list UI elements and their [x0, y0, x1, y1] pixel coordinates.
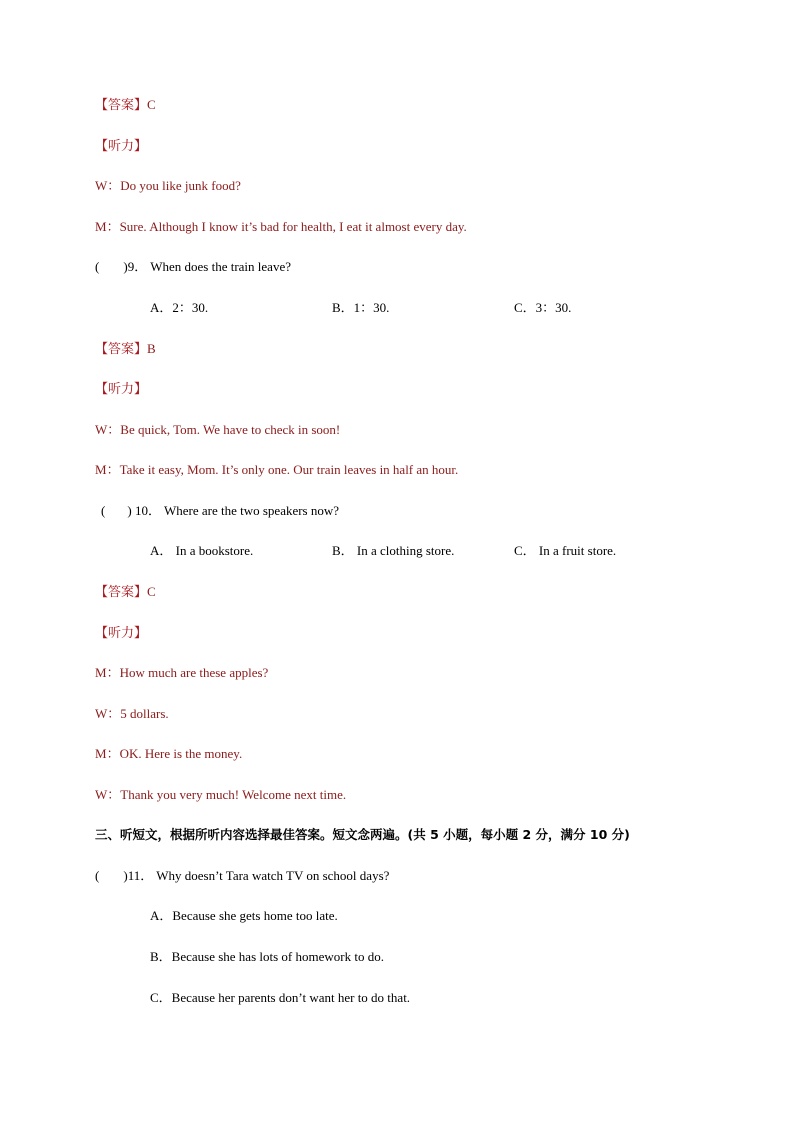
speaker-sep: ： — [107, 788, 121, 803]
listening-line-q10 — [95, 625, 147, 641]
question-q11 — [95, 868, 389, 884]
listening-tag: 【听力】 — [95, 626, 148, 641]
option-text: 3：30. — [535, 300, 572, 315]
question-text: Why doesn’t Tara watch TV on school days? — [156, 868, 390, 883]
answer-value: C — [147, 97, 156, 112]
answer-value: C — [147, 584, 156, 599]
listening-line-q9 — [95, 381, 147, 397]
dialogue-line — [95, 665, 268, 681]
question-number: 10． — [134, 503, 161, 518]
option-letter: A． — [150, 300, 173, 315]
speaker: M — [95, 462, 107, 477]
paren-open: ( — [101, 503, 106, 518]
listening-tag: 【听力】 — [95, 139, 148, 154]
answer-tag: 【答案】 — [95, 98, 148, 113]
listening-line-q8 — [95, 138, 147, 154]
dialogue-line — [95, 219, 467, 235]
dialogue-line — [95, 178, 241, 194]
dialogue-text: 5 dollars. — [120, 706, 169, 721]
option-b — [332, 300, 389, 316]
option-text: In a clothing store. — [356, 543, 455, 558]
question-q9 — [95, 259, 291, 275]
dialogue-text: Take it easy, Mom. It’s only one. Our train leaves in half an hour. — [119, 462, 459, 477]
answer-value: B — [147, 341, 156, 356]
option-text: Because she has lots of homework to do. — [171, 949, 384, 964]
question-text: When does the train leave? — [150, 259, 291, 274]
speaker-sep: ： — [106, 463, 120, 478]
answer-line-q10 — [95, 584, 156, 600]
answer-line-q8 — [95, 97, 156, 113]
dialogue-line — [95, 746, 242, 762]
option-b — [150, 949, 384, 965]
option-a — [150, 543, 253, 559]
speaker-sep: ： — [107, 179, 121, 194]
option-b — [332, 543, 454, 559]
speaker-sep: ： — [107, 423, 121, 438]
paren-open: ( — [95, 868, 100, 883]
speaker: M — [95, 665, 107, 680]
option-letter: B． — [150, 949, 172, 964]
speaker: W — [95, 706, 108, 721]
speaker-sep: ： — [106, 666, 120, 681]
question-number: 11． — [127, 868, 154, 883]
speaker-sep: ： — [106, 220, 120, 235]
option-letter: B． — [332, 543, 354, 558]
question-number: 9． — [127, 259, 148, 274]
option-letter: C． — [514, 300, 536, 315]
dialogue-text: How much are these apples? — [119, 665, 269, 680]
option-text: Because her parents don’t want her to do that. — [171, 990, 411, 1005]
paren-close: ) — [123, 868, 128, 883]
dialogue-text: Thank you very much! Welcome next time. — [120, 787, 347, 802]
speaker: W — [95, 787, 108, 802]
option-text: In a bookstore. — [175, 543, 254, 558]
speaker: W — [95, 422, 108, 437]
option-letter: A． — [150, 543, 173, 558]
option-letter: A． — [150, 908, 173, 923]
question-text: Where are the two speakers now? — [163, 503, 340, 518]
dialogue-text: OK. Here is the money. — [119, 746, 243, 761]
dialogue-line — [95, 422, 340, 438]
speaker-sep: ： — [107, 707, 121, 722]
option-text: In a fruit store. — [538, 543, 617, 558]
dialogue-text: Sure. Although I know it’s bad for health, I eat it almost every day. — [119, 219, 467, 234]
option-c — [514, 543, 616, 559]
dialogue-line — [95, 462, 458, 478]
dialogue-text: Do you like junk food? — [120, 178, 241, 193]
speaker: W — [95, 178, 108, 193]
dialogue-text: Be quick, Tom. We have to check in soon! — [120, 422, 341, 437]
answer-tag: 【答案】 — [95, 585, 148, 600]
option-a — [150, 300, 208, 316]
dialogue-line — [95, 706, 169, 722]
option-letter: C． — [150, 990, 172, 1005]
speaker-sep: ： — [106, 747, 120, 762]
answer-tag: 【答案】 — [95, 342, 148, 357]
option-letter: B． — [332, 300, 354, 315]
option-a — [150, 908, 338, 924]
section-3-title: 三、听短文，根据所听内容选择最佳答案。短文念两遍。(共 5 小题，每小题 2 分，满分 10 分) — [95, 827, 630, 842]
listening-tag: 【听力】 — [95, 382, 148, 397]
speaker: M — [95, 219, 107, 234]
paren-close: ) — [123, 259, 128, 274]
paren-open: ( — [95, 259, 100, 274]
dialogue-line — [95, 787, 346, 803]
option-text: Because she gets home too late. — [172, 908, 338, 923]
option-c — [150, 990, 410, 1006]
option-text: 2：30. — [172, 300, 209, 315]
paren-close: ) — [127, 503, 132, 518]
option-text: 1：30. — [353, 300, 390, 315]
option-letter: C． — [514, 543, 536, 558]
option-c — [514, 300, 571, 316]
speaker: M — [95, 746, 107, 761]
answer-line-q9 — [95, 341, 156, 357]
question-q10 — [101, 503, 339, 519]
